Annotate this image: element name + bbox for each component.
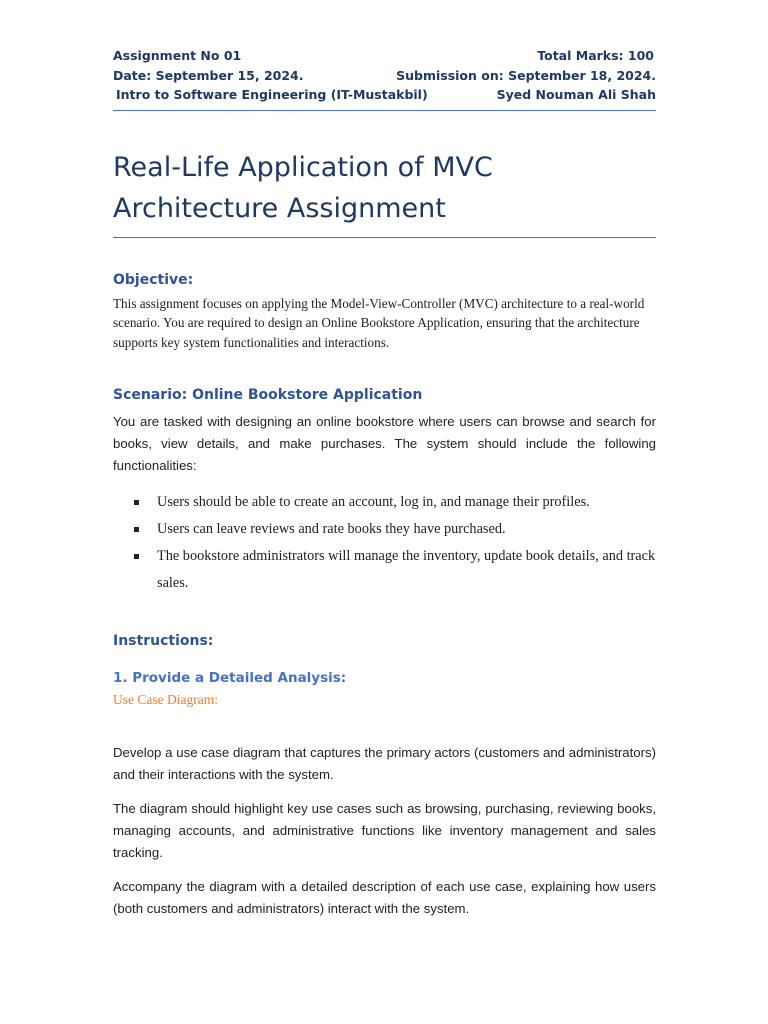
- square-bullet-icon: [134, 527, 139, 532]
- scenario-paragraph: You are tasked with designing an online bookstore where users can browse and search for books, view details, and make purchases. The system should include the following functionalities:: [113, 414, 656, 473]
- objective-heading: Objective:: [113, 271, 194, 288]
- author-name: Syed Nouman Ali Shah: [496, 87, 656, 102]
- header-row-1: [113, 46, 656, 66]
- instructions-heading: Instructions:: [113, 633, 214, 649]
- course-name: Intro to Software Engineering (IT-Mustakbil): [116, 87, 428, 102]
- document-title: [113, 147, 656, 229]
- instruction-paragraph: Develop a use case diagram that captures the primary actors (customers and administrators) and their interactions with the system.: [113, 745, 656, 782]
- list-item-text: Users should be able to create an account, log in, and manage their profiles.: [157, 494, 590, 510]
- header-divider: [113, 110, 656, 111]
- list-item-text: Users can leave reviews and rate books they have purchased.: [157, 521, 506, 537]
- title-divider: [113, 237, 656, 238]
- square-bullet-icon: [134, 500, 139, 505]
- assignment-number: Assignment No 01: [113, 48, 242, 63]
- assignment-date: Date: September 15, 2024.: [113, 67, 304, 83]
- submission-date: Submission on: September 18, 2024.: [396, 67, 656, 83]
- list-item-text: The bookstore administrators will manage the inventory, update book details, and track sales.: [157, 548, 656, 591]
- title-line-1: Real-Life Application of MVC: [113, 151, 493, 183]
- header-row-2: [113, 66, 656, 86]
- list-item: [113, 516, 656, 543]
- objective-paragraph: This assignment focuses on applying the Model-View-Controller (MVC) architecture to a real-world scenario. You are required to design an Online Bookstore Application, ensuring that the architecture supports key system functionalities and interactions.: [113, 295, 645, 350]
- header-row-3: [113, 85, 656, 105]
- title-line-2: Architecture Assignment: [113, 192, 446, 224]
- use-case-heading: Use Case Diagram:: [113, 692, 218, 707]
- list-item: [113, 543, 656, 597]
- document-page: [113, 46, 656, 920]
- functionality-list: [113, 489, 656, 597]
- analysis-step-heading: 1. Provide a Detailed Analysis:: [113, 670, 347, 686]
- document-header: [113, 46, 656, 111]
- total-marks: Total Marks: 100: [537, 48, 654, 63]
- list-item: [113, 489, 656, 516]
- square-bullet-icon: [134, 554, 139, 559]
- instruction-paragraph: Accompany the diagram with a detailed description of each use case, explaining how users (both customers and administrators) interact with the system.: [113, 879, 656, 916]
- scenario-heading: Scenario: Online Bookstore Application: [113, 387, 423, 403]
- instruction-paragraph: The diagram should highlight key use cases such as browsing, purchasing, reviewing books, managing accounts, and administrative functions like inventory management and sales tracking.: [113, 801, 656, 860]
